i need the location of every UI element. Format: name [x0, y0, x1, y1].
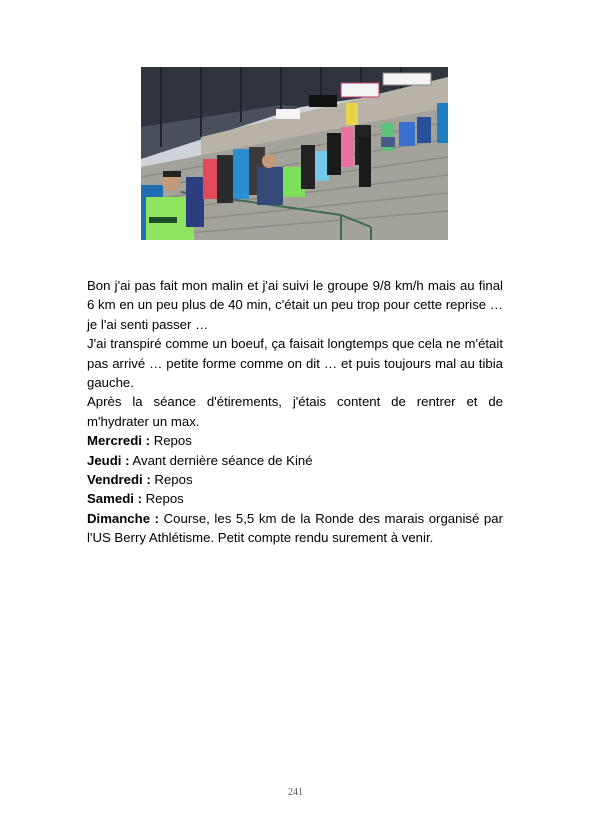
schedule-entry-samedi	[87, 489, 503, 508]
schedule-entry-vendredi	[87, 470, 503, 489]
paragraph: Après la séance d'étirements, j'étais content de rentrer et de m'hydrater un max.	[87, 394, 503, 429]
day-text: Repos	[141, 491, 184, 507]
body-text	[87, 276, 503, 548]
schedule-entry-dimanche	[87, 509, 503, 548]
schedule-entry-mercredi	[87, 431, 503, 450]
schedule-entry-jeudi	[87, 451, 503, 470]
day-text: Repos	[150, 433, 192, 449]
day-text: Avant dernière séance de Kiné	[129, 452, 313, 468]
day-text: Repos	[150, 472, 193, 488]
day-label: Samedi :	[87, 491, 142, 507]
day-label: Vendredi :	[87, 472, 151, 488]
day-label: Jeudi :	[87, 452, 130, 468]
day-label: Dimanche :	[87, 510, 160, 526]
day-text: Course, les 5,5 km de la Ronde des marais organisé par l'US Berry Athlétisme. Petit compte rendu surement à venir.	[87, 510, 503, 546]
paragraph: Bon j'ai pas fait mon malin et j'ai suivi le groupe 9/8 km/h mais au final 6 km en un peu plus de 40 min, c'était un peu trop pour cette reprise … je l'ai senti passer …	[87, 278, 503, 332]
paragraph: J'ai transpiré comme un boeuf, ça faisait longtemps que cela ne m'était pas arrivé … petite forme comme on dit … et puis toujours mal au tibia gauche.	[87, 336, 503, 391]
stadium-photo	[141, 67, 448, 240]
page-number: 241	[288, 787, 303, 798]
day-label: Mercredi :	[87, 433, 151, 449]
